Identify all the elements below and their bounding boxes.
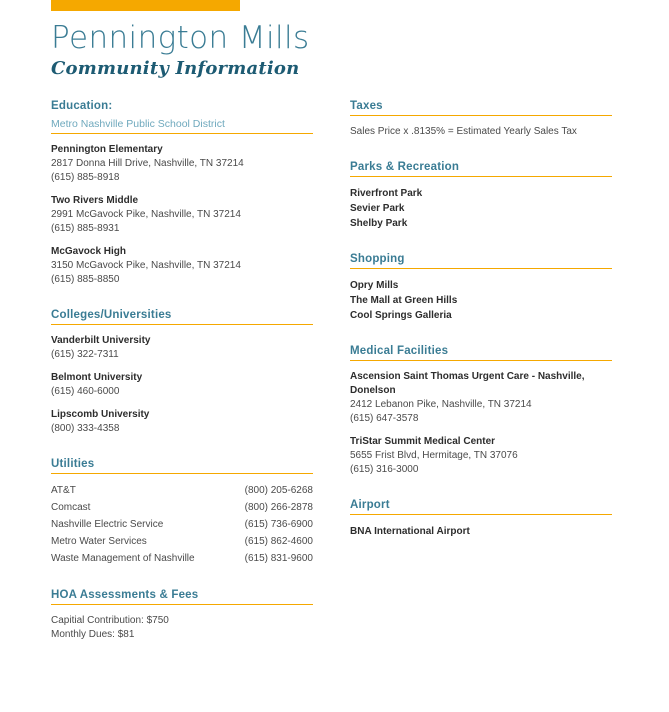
college-phone: (615) 322-7311 bbox=[51, 349, 119, 360]
list-item bbox=[51, 334, 313, 362]
school-address: 3150 McGavock Pike, Nashville, TN 37214 bbox=[51, 260, 241, 271]
table-row bbox=[51, 533, 313, 550]
section-heading-taxes: Taxes bbox=[350, 100, 612, 116]
left-column bbox=[51, 100, 313, 656]
utility-name: Metro Water Services bbox=[51, 535, 147, 547]
school-address: 2817 Donna Hill Drive, Nashville, TN 37214 bbox=[51, 158, 244, 169]
section-medical bbox=[350, 345, 612, 477]
facility-name: Ascension Saint Thomas Urgent Care - Nashville, Donelson bbox=[350, 371, 585, 396]
hoa-dues: Monthly Dues: $81 bbox=[51, 629, 135, 640]
section-hoa bbox=[51, 589, 313, 642]
school-name: Pennington Elementary bbox=[51, 144, 163, 155]
facility-name: TriStar Summit Medical Center bbox=[350, 436, 496, 447]
college-phone: (615) 460-6000 bbox=[51, 386, 120, 397]
section-taxes bbox=[350, 100, 612, 139]
list-item bbox=[51, 371, 313, 399]
page-subtitle: Community Information bbox=[51, 58, 300, 79]
list-item: Shelby Park bbox=[350, 218, 408, 229]
table-row bbox=[51, 516, 313, 533]
utility-name: Nashville Electric Service bbox=[51, 518, 164, 530]
utility-phone: (615) 831-9600 bbox=[244, 552, 313, 564]
school-phone: (615) 885-8931 bbox=[51, 223, 120, 234]
utility-phone: (615) 862-4600 bbox=[244, 535, 313, 547]
utility-name: Comcast bbox=[51, 501, 91, 513]
hoa-contribution: Capitial Contribution: $750 bbox=[51, 615, 169, 626]
facility-phone: (615) 316-3000 bbox=[350, 464, 419, 475]
section-parks bbox=[350, 161, 612, 231]
parks-list bbox=[350, 186, 612, 231]
list-item: Opry Mills bbox=[350, 280, 399, 291]
accent-bar bbox=[51, 0, 240, 11]
college-name: Vanderbilt University bbox=[51, 335, 151, 346]
section-heading-education: Education: bbox=[51, 100, 113, 112]
list-item bbox=[350, 435, 612, 477]
utility-phone: (800) 205-6268 bbox=[244, 484, 313, 496]
facility-address: 5655 Frist Blvd, Hermitage, TN 37076 bbox=[350, 450, 518, 461]
section-heading-medical: Medical Facilities bbox=[350, 345, 612, 361]
facility-phone: (615) 647-3578 bbox=[350, 413, 419, 424]
utility-name: Waste Management of Nashville bbox=[51, 552, 195, 564]
section-airport bbox=[350, 499, 612, 539]
list-item: BNA International Airport bbox=[350, 526, 470, 537]
utility-phone: (800) 266-2878 bbox=[244, 501, 313, 513]
college-name: Lipscomb University bbox=[51, 409, 150, 420]
table-row bbox=[51, 550, 313, 567]
title-block bbox=[51, 20, 611, 79]
list-item bbox=[51, 245, 313, 287]
school-address: 2991 McGavock Pike, Nashville, TN 37214 bbox=[51, 209, 241, 220]
list-item bbox=[51, 143, 313, 185]
page-title: Pennington Mills bbox=[51, 20, 310, 56]
section-heading-parks: Parks & Recreation bbox=[350, 161, 612, 177]
table-row bbox=[51, 499, 313, 516]
college-name: Belmont University bbox=[51, 372, 143, 383]
section-shopping bbox=[350, 253, 612, 323]
school-phone: (615) 885-8850 bbox=[51, 274, 120, 285]
taxes-note: Sales Price x .8135% = Estimated Yearly Sales Tax bbox=[350, 126, 577, 137]
college-phone: (800) 333-4358 bbox=[51, 423, 120, 434]
list-item bbox=[350, 370, 612, 426]
table-row bbox=[51, 482, 313, 499]
section-heading-hoa: HOA Assessments & Fees bbox=[51, 589, 313, 605]
school-name: Two Rivers Middle bbox=[51, 195, 139, 206]
utilities-table bbox=[51, 482, 313, 567]
list-item bbox=[51, 408, 313, 436]
list-item: Cool Springs Galleria bbox=[350, 310, 452, 321]
school-phone: (615) 885-8918 bbox=[51, 172, 120, 183]
education-subheading: Metro Nashville Public School District bbox=[51, 118, 313, 134]
list-item: The Mall at Green Hills bbox=[350, 295, 458, 306]
utility-phone: (615) 736-6900 bbox=[244, 518, 313, 530]
list-item bbox=[51, 194, 313, 236]
section-education bbox=[51, 100, 313, 287]
section-heading-colleges: Colleges/Universities bbox=[51, 309, 313, 325]
school-name: McGavock High bbox=[51, 246, 127, 257]
section-heading-airport: Airport bbox=[350, 499, 612, 515]
list-item: Sevier Park bbox=[350, 203, 405, 214]
right-column bbox=[350, 100, 612, 553]
section-heading-utilities: Utilities bbox=[51, 458, 313, 474]
shopping-list bbox=[350, 278, 612, 323]
list-item: Riverfront Park bbox=[350, 188, 423, 199]
utility-name: AT&T bbox=[51, 484, 76, 496]
facility-address: 2412 Lebanon Pike, Nashville, TN 37214 bbox=[350, 399, 532, 410]
section-heading-shopping: Shopping bbox=[350, 253, 612, 269]
section-colleges bbox=[51, 309, 313, 436]
section-utilities bbox=[51, 458, 313, 567]
airport-list bbox=[350, 524, 612, 539]
